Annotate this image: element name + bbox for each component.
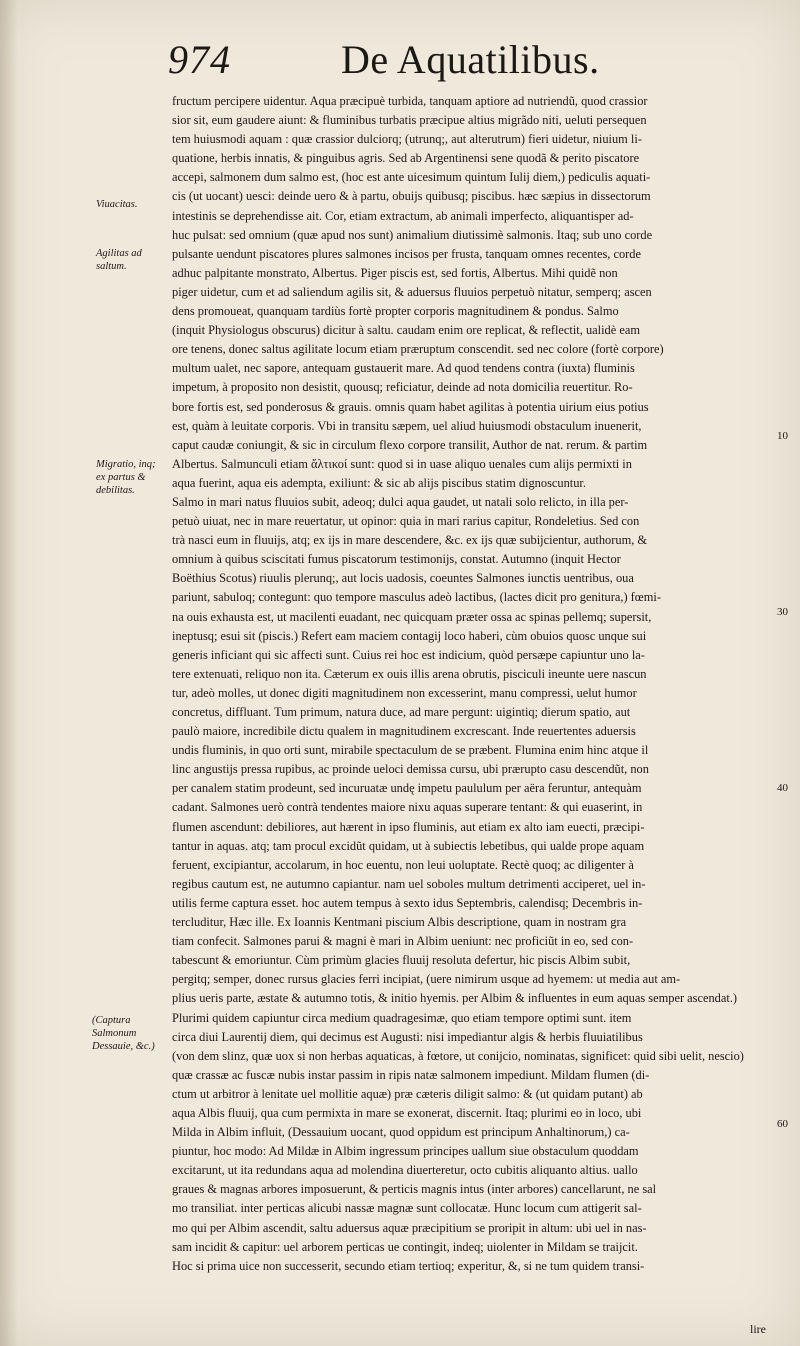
- margin-note: Agilitas ad saltum.: [96, 248, 142, 272]
- text-line: tabescunt & emoriuntur. Cùm primùm glacies fluuij resoluta defertur, hic piscis Albim subit,: [172, 953, 631, 968]
- text-line: bore fortis est, sed ponderosus & grauis. omnis quam habet agilitas à potentia uirium eius potius: [172, 399, 649, 414]
- text-line: tercluditur, Hæc ille. Ex Ioannis Kentmani piscium Albis descriptione, quam in nostram gra: [172, 915, 627, 930]
- text-line: excitarunt, ut ita redundans aqua ad molendina diuerteretur, octo cubitis aliquanto altius. uallo: [172, 1163, 638, 1178]
- text-line: mo transiliat. inter perticas alicubi nassæ magnæ sunt collocatæ. Hunc locum cum attigerit sal-: [172, 1201, 642, 1216]
- text-line: accepi, salmonem dum salmo est, (hoc est ante uicesimum quintum Iulij diem,) pediculis aquati-: [172, 170, 651, 185]
- text-line: utilis ferme captura esset. hoc autem tempus à sexto idus Septembris, calendisq; Decembris in-: [172, 895, 643, 910]
- margin-note: Migratio, inq; ex partus & debilitas.: [96, 459, 156, 496]
- text-line: ore tenens, donec saltus agilitate locum etiam præruptum conscendit. sed nec colore (fortè corpore): [172, 342, 664, 357]
- line-number: 60: [777, 1118, 788, 1130]
- text-line: cis (ut uocant) uesci: deinde uero & à partu, obuijs quibusq; piscibus. hæc sæpius in dissectorum: [172, 189, 651, 204]
- text-line: circa diui Laurentij diem, qui decimus est Augusti: nisi impediantur algis & herbis fluuiatilibus: [172, 1029, 643, 1044]
- main-text: [172, 92, 766, 1276]
- text-line: Boëthius Scotus) riuulis plerunq;, aut locis uadosis, coeuntes Salmones iunctis uentribus, oua: [172, 571, 634, 586]
- text-line: omnium à quibus sciscitati fumus piscatorum testimonijs, constat. Autumno (inquit Hector: [172, 552, 621, 567]
- text-line: huc pulsat: sed omnium (quæ apud nos sunt) animalium diutissimè salmonis. Itaq; sub uno corde: [172, 227, 653, 242]
- text-line: adhuc palpitante monstrato, Albertus. Piger piscis est, sed fortis, Albertus. Mihi quidẽ non: [172, 265, 618, 280]
- text-line: linc angustijs pressa rupibus, ac proinde ueloci demissa cursu, ubi prærupto casu descendũt, non: [172, 762, 649, 777]
- text-line: sam incidit & capitur: uel arborem perticas ue contingit, indeq; uiolenter in Mildam se traijcit.: [172, 1239, 638, 1254]
- text-line: tiam confecit. Salmones parui & magni è mari in Albim ueniunt: nec proficiũt in eo, sed con-: [172, 934, 634, 949]
- text-line: dens promoueat, quanquam tardiùs fortè propter corporis magnitudinem & pondus. Salmo: [172, 304, 619, 319]
- text-line: quatione, herbis innatis, & pinguibus agris. Sed ab Argentinensi sene quodã & perito piscatore: [172, 151, 640, 166]
- page-header: [168, 36, 638, 92]
- text-line: ineptusq; esui sit (piscis.) Refert eam maciem contagij loco haberi, cùm obuios quosc unque sui: [172, 628, 647, 643]
- text-line: piuntur, hoc modo: Ad Mildæ in Albim ingressum principes uallum siue obstaculum quoddam: [172, 1144, 639, 1159]
- text-line: (inquit Physiologus obscurus) dicitur à saltu. caudam enim ore replicat, & reflectit, ualidè eam: [172, 323, 640, 338]
- text-line: Albertus. Salmunculi etiam ἄλτικοί sunt: quod si in uase aliquo uenales cum alijs permixti in: [172, 456, 632, 471]
- margin-notes: [0, 0, 170, 1346]
- text-line: aqua fuerint, aqua eis adempta, exiliunt: & sic ab alijs piscibus statim dignoscuntur.: [172, 475, 586, 490]
- text-line: na ouis exhausta est, ut macilenti euadant, nec quicquam præter ossa ac spinas pellemq; supersit,: [172, 609, 652, 624]
- text-line: pariunt, sabuloq; contegunt: quo tempore masculus adeò lactibus, (lactes dicit pro genitura,) fœmi-: [172, 590, 661, 605]
- running-title: De Aquatilibus.: [341, 37, 600, 82]
- page-number: 974: [168, 37, 231, 82]
- line-number: 40: [777, 782, 788, 794]
- text-line: concretus, diffluant. Tum primum, natura duce, ad mare pergunt: uigintiq; dierum spatio, aut: [172, 705, 631, 719]
- text-line: flumen ascendunt: debiliores, aut hærent in ipso fluminis, aut etiam ex alto iam euecti, præcipi-: [172, 819, 645, 834]
- line-numbers: [760, 0, 800, 1346]
- text-line: Salmo in mari natus fluuios subit, adeoq; dulci aqua gaudet, ut natali solo relicto, in illa per-: [172, 494, 629, 509]
- margin-note: (Captura Salmonum Dessauie, &c.): [92, 1015, 155, 1052]
- text-line: cadant. Salmones uerò contrà tendentes maiore nixu aquas superare tentant: & qui euaserint, in: [172, 800, 643, 815]
- margin-note: Viuacitas.: [96, 199, 138, 210]
- text-line: Hoc si prima uice non successerit, secundo etiam tertioq; experitur, &, si ne tum quidem transi-: [172, 1258, 645, 1273]
- text-line: pulsante uendunt piscatores plures salmones incisos per frusta, tanquam omnes recentes, corde: [172, 246, 641, 261]
- text-line: sior sit, eum gaudere aiunt: & fluminibus turbatis præcipue altius migrãdo niti, ueluti persequen: [172, 113, 647, 128]
- text-line: generis inficiant qui sic affecti sunt. Cuius rei hoc est indicium, quòd persæpe capiuntur uno la-: [172, 647, 645, 662]
- text-line: aqua Albis fluuij, qua cum permixta in mare se exonerat, discernit. Itaq; plurimi eo in loco, ubi: [172, 1105, 642, 1120]
- text-line: fructum percipere uidentur. Aqua præcipuè turbida, tanquam aptiore ad nutriendũ, quod crassior: [172, 94, 648, 108]
- text-line: undis fluminis, in quo orti sunt, mirabile spectaculum de se præbent. Flumina enim hinc atque il: [172, 743, 649, 758]
- line-number: 30: [777, 606, 788, 618]
- text-line: piger uidetur, cum et ad saliendum agilis sit, & aduersus fluuios perpetuò nitatur, semperq; ascen: [172, 284, 652, 299]
- text-line: per canalem statim prodeunt, sed incuruatæ undę impetu paululum per aëra feruntur, antequàm: [172, 781, 642, 796]
- text-line: Milda in Albim influit, (Dessauium uocant, quod oppidum est principum Anhaltinorum,) ca-: [172, 1125, 630, 1140]
- text-line: mo qui per Albim ascendit, saltu aduersus aquæ præcipitium se proripit in altum: ubi uel in nas-: [172, 1220, 647, 1235]
- text-line: petuò uiuat, nec in mare reuertatur, ut opinor: quia in mari rarius capitur, Rondeletius. Sed con: [172, 514, 640, 529]
- text-line: impetum, à proposito non desistit, quousq; reficiatur, deinde ad nota domicilia reuertitur. Ro-: [172, 380, 633, 395]
- text-line: est, quàm à leuitate corporis. Vbi in transitu sæpem, uel aliud huiusmodi obstaculum inuenerit,: [172, 418, 642, 433]
- text-line: pergitq; semper, donec rursus glacies ferri incipiat, (uere nimirum usque ad hyemem: ut media aut am-: [172, 972, 681, 987]
- text-line: tere extenuati, reliquo non ita. Cæterum ex ouis illis arena obrutis, pisciculi ineunte uere nascun: [172, 666, 647, 681]
- text-line: regibus cautum est, ne autumno capiantur. nam uel soboles multum detrimenti acciperet, uel in-: [172, 876, 646, 891]
- line-number: 10: [777, 430, 788, 442]
- text-line: (von dem slinz, quæ uox si non herbas aquaticas, à fœtore, ut conijcio, nominatas, significet: quid sibi uelit, nescio): [172, 1048, 744, 1063]
- text-line: graues & magnas arbores imposuerunt, & perticis magnis intus (inter arbores) cancellarunt, ne sal: [172, 1182, 657, 1197]
- text-line: tantur in aquas. atq; tam procul excidũt quidam, ut à subiectis lebetibus, qui ualde prope aquam: [172, 838, 645, 853]
- catchword: lire: [750, 1322, 766, 1336]
- text-line: tur, adeò molles, ut donec digiti magnitudinem non excesserint, manu compressi, uelut humor: [172, 685, 637, 700]
- text-line: multum ualet, nec sapore, antequam gustauerit mare. Ad quod tendens contra (iuxta) fluminis: [172, 361, 635, 376]
- text-line: paulò maiore, incredibile dictu qualem in magnitudinem excrescant. Inde reuertentes aduersis: [172, 724, 636, 739]
- text-line: Plurimi quidem capiuntur circa medium quadragesimæ, quo etiam tempore optimi sunt. item: [172, 1010, 632, 1025]
- text-line: plius ueris parte, æstate & autumno totis, & initio hyemis. per Albim & influentes in eum aquas semper ascendat.): [172, 991, 738, 1006]
- text-line: quæ crassæ ac fuscæ nubis instar passim in ripis natæ salmonem impediunt. Mildam flumen (di-: [172, 1067, 650, 1082]
- text-line: trà nasci eum in fluuijs, atq; ex ijs in mare descendere, &c. ex ijs quæ subijcientur, authorum, &: [172, 533, 648, 548]
- text-line: intestinis se deprehendisse ait. Cor, etiam extractum, ab animali imperfecto, aliquantisper ad-: [172, 208, 634, 223]
- text-line: caput caudæ coniungit, & sic in circulum flexo corpore transilit, Author de nat. rerum. & partim: [172, 437, 648, 452]
- text-line: feruent, excipiantur, accolarum, in hoc euentu, non leui uoluptate. Rectè quoq; ac diligenter à: [172, 857, 634, 872]
- text-line: ctum ut arbitror à lenitate uel mollitie aquæ) præ cæteris diligit salmo: & (ut quidam putant) ab: [172, 1086, 643, 1101]
- text-line: tem huiusmodi aquam : quæ crassior dulciorq; (utrunq;, aut alterutrum) fieri uidetur, niuium li-: [172, 132, 642, 147]
